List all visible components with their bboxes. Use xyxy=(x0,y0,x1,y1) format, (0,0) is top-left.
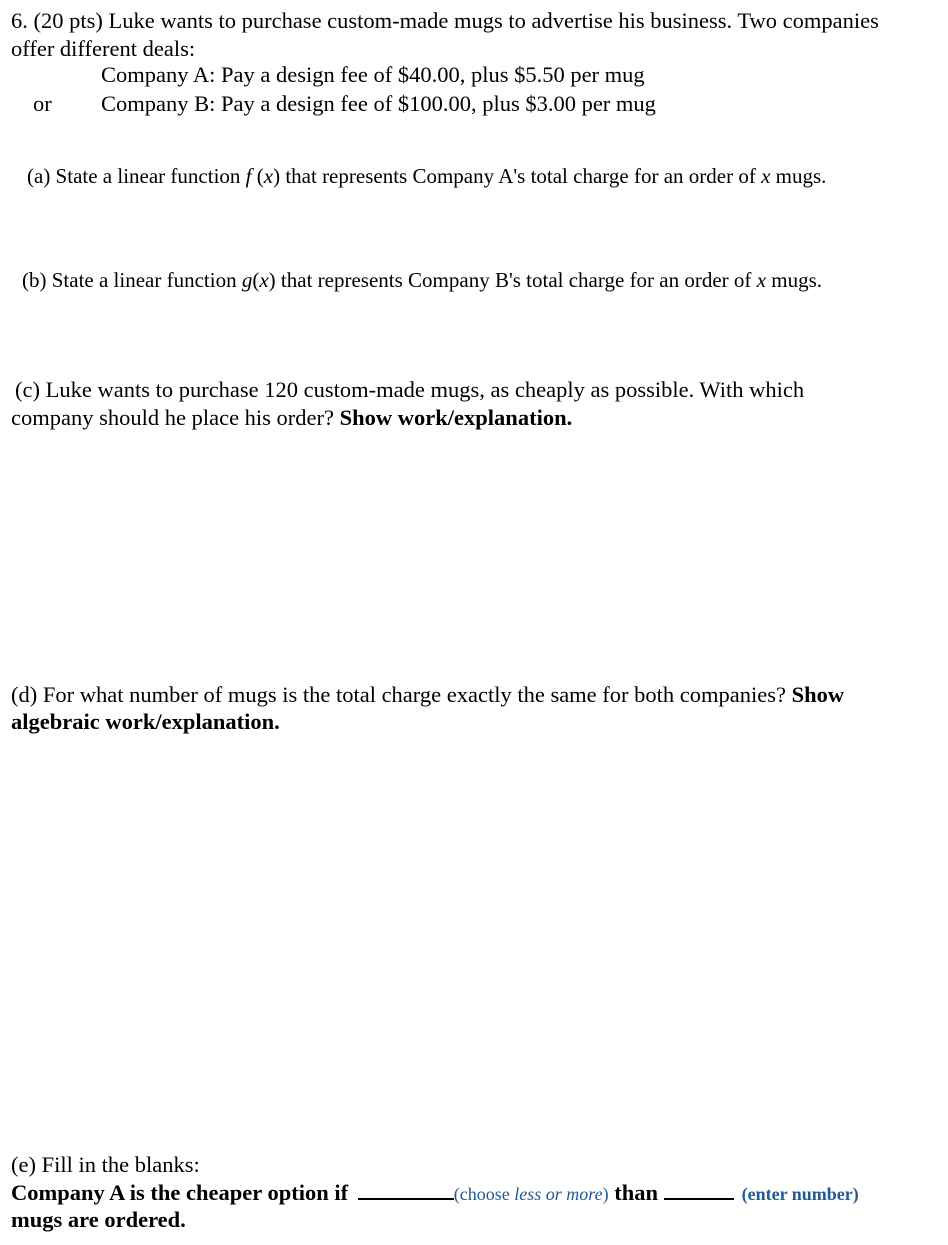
company-a-deal: Company A: Pay a design fee of $40.00, plus $5.50 per mug xyxy=(101,62,645,87)
part-a-prefix: (a) State a linear function xyxy=(27,164,246,188)
part-b-prefix: (b) State a linear function xyxy=(22,268,242,292)
part-c-instruction: Show work/explanation. xyxy=(339,405,573,430)
part-b-paren-open: ( xyxy=(252,268,260,292)
part-b-function-name: g xyxy=(241,268,253,292)
hint-choose: (choose xyxy=(453,1184,515,1204)
part-a-paren-open: ( xyxy=(251,164,264,188)
part-a-variable: x xyxy=(263,164,274,188)
less-more-blank[interactable] xyxy=(358,1180,454,1200)
part-a-suffix: mugs. xyxy=(770,164,827,188)
part-e-statement-text: Company A is the cheaper option if xyxy=(11,1180,354,1205)
or-label: or xyxy=(33,91,52,116)
hint-more: more xyxy=(566,1184,603,1204)
part-b-suffix: mugs. xyxy=(766,268,823,292)
part-e-label: (e) Fill in the blanks: xyxy=(11,1152,200,1177)
problem-intro-line1: 6. (20 pts) Luke wants to purchase custom-made mugs to advertise his business. Two companies xyxy=(11,8,879,33)
part-a-question xyxy=(27,164,826,189)
part-b-variable-2: x xyxy=(756,268,767,292)
part-e-statement xyxy=(11,1180,859,1206)
part-a-paren-close: ) xyxy=(273,164,281,188)
hint-or: or xyxy=(541,1184,567,1204)
part-c-line2 xyxy=(11,405,572,431)
number-hint: (enter number) xyxy=(741,1184,859,1204)
part-a-middle: that represents Company A's total charge for an order of xyxy=(280,164,762,188)
part-d-line1 xyxy=(11,682,844,708)
part-b-paren-close: ) xyxy=(268,268,276,292)
part-e-line2: mugs are ordered. xyxy=(11,1207,186,1232)
part-b-variable: x xyxy=(259,268,269,292)
part-c-question: company should he place his order? xyxy=(11,405,340,430)
number-blank[interactable] xyxy=(664,1180,734,1200)
problem-intro-line2: offer different deals: xyxy=(11,36,196,61)
part-b-middle: that represents Company B's total charge for an order of xyxy=(275,268,757,292)
hint-less: less xyxy=(514,1184,542,1204)
part-c-line1: (c) Luke wants to purchase 120 custom-made mugs, as cheaply as possible. With which xyxy=(15,377,805,402)
less-more-hint xyxy=(454,1184,609,1204)
part-a-function-name: f xyxy=(245,164,252,188)
hint-close: ) xyxy=(602,1184,609,1204)
part-d-question: (d) For what number of mugs is the total charge exactly the same for both companies? xyxy=(11,682,792,707)
part-d-instruction-start: Show xyxy=(791,682,845,707)
part-e-than: than xyxy=(608,1180,664,1205)
part-d-instruction-end: algebraic work/explanation. xyxy=(11,709,280,734)
company-b-deal: Company B: Pay a design fee of $100.00, plus $3.00 per mug xyxy=(101,91,656,116)
part-b-question xyxy=(22,268,822,293)
part-a-variable-2: x xyxy=(761,164,771,188)
